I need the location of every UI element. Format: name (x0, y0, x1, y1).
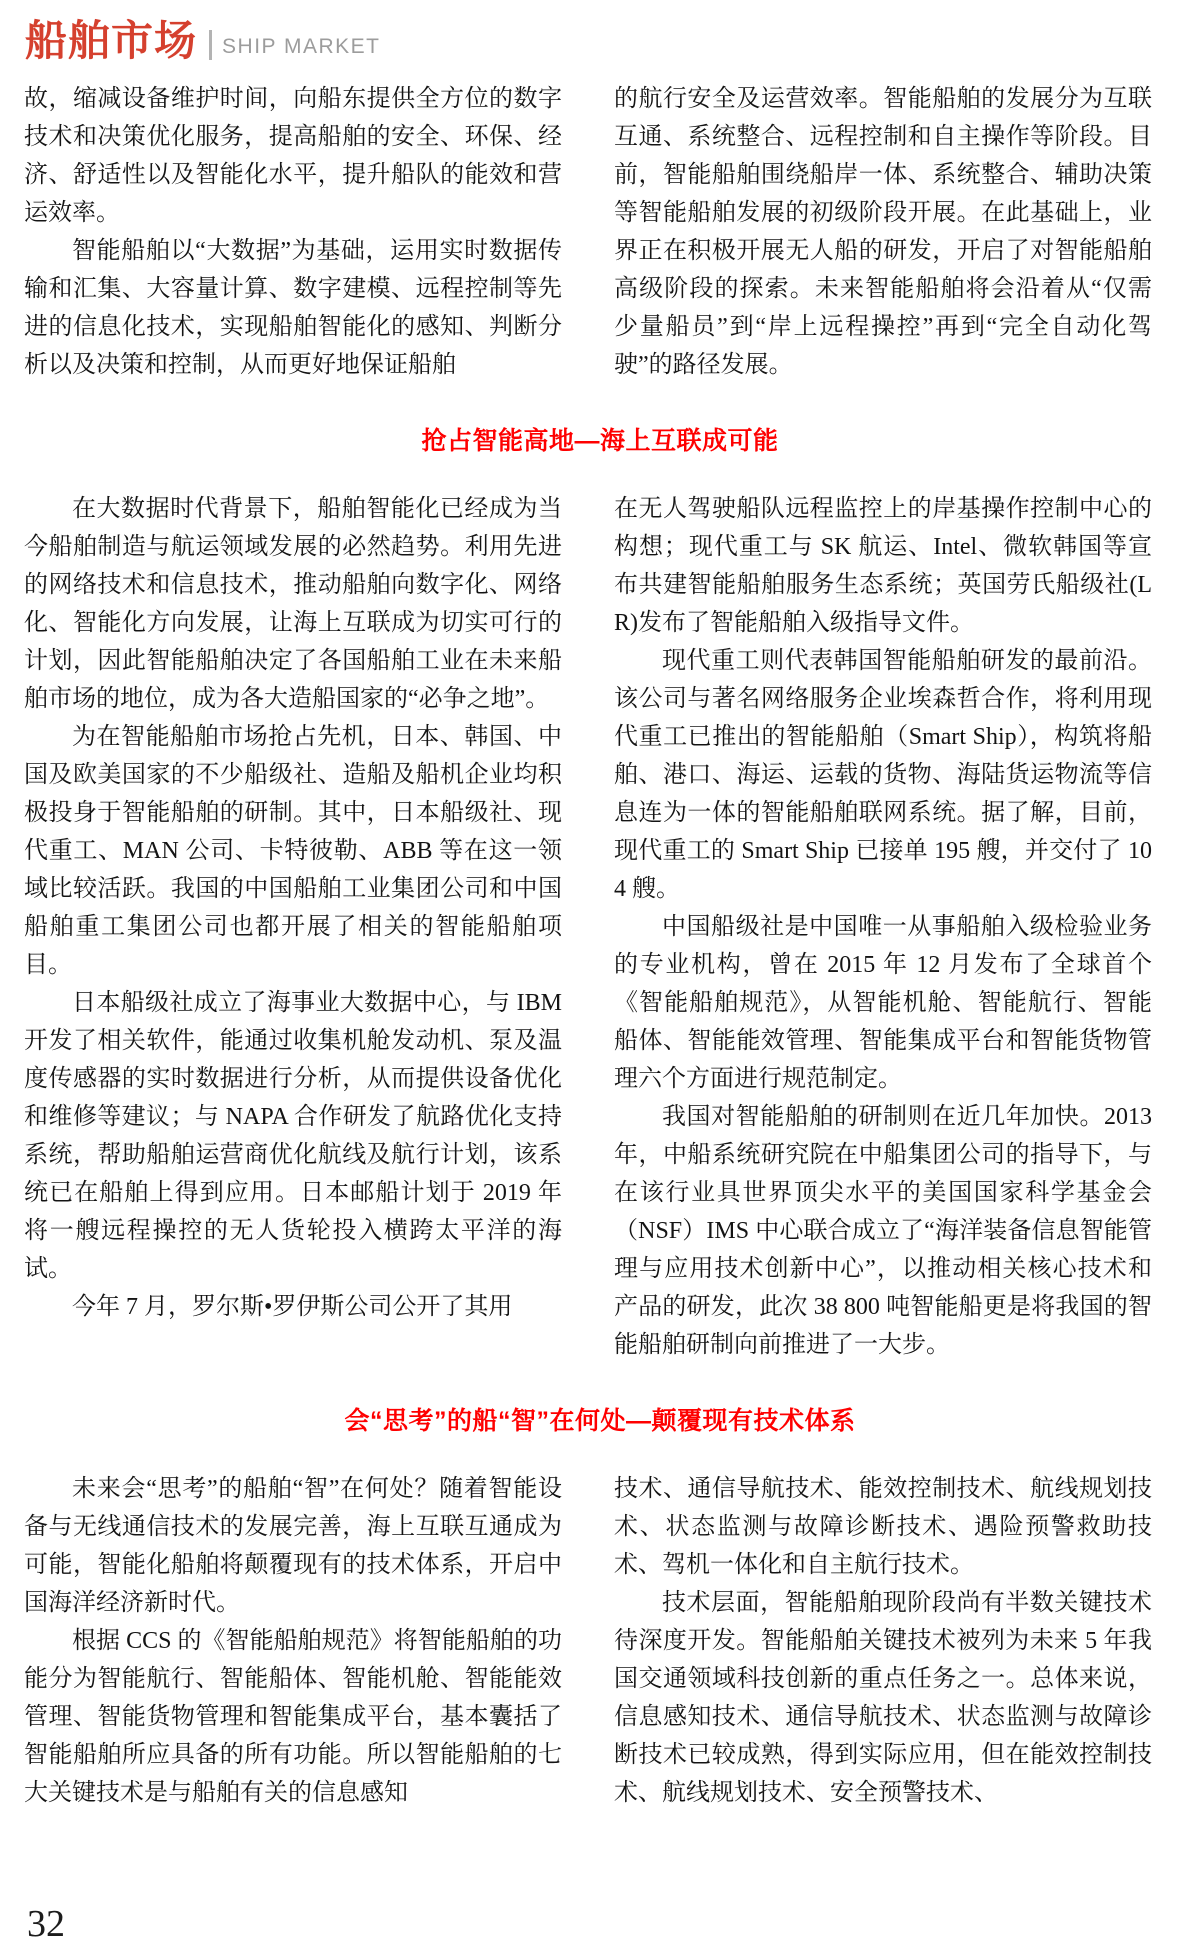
paragraph: 中国船级社是中国唯一从事船舶入级检验业务的专业机构，曾在 2015 年 12 月发布了全球首个《智能船舶规范》，从智能机舱、智能航行、智能船体、智能能效管理、智能集成平台和智能货物管理六个方面进行规范制定。 (614, 914, 1152, 1092)
left-column (24, 1470, 562, 1812)
right-column (614, 80, 1152, 384)
section-heading-2: 会“思考”的船“智”在何处—颠覆现有技术体系 (344, 1407, 856, 1435)
paragraph: 日本船级社成立了海事业大数据中心，与 IBM 开发了相关软件，能通过收集机舱发动机、泵及温度传感器的实时数据进行分析，从而提供设备优化和维修等建议；与 NAPA 合作研发了航路优化支持系统，帮助船舶运营商优化航线及航行计划，该系统已在船舶上得到应用。日本邮船计划于 2019 年将一艘远程操控的无人货轮投入横跨太平洋的海试。 (24, 990, 562, 1282)
page-header (25, 14, 1200, 64)
paragraph: 技术、通信导航技术、能效控制技术、航线规划技术、状态监测与故障诊断技术、遇险预警救助技术、驾机一体化和自主航行技术。 (614, 1476, 1152, 1578)
article-section-1 (0, 490, 1200, 1364)
paragraph: 我国对智能船舶的研制则在近几年加快。2013 年，中船系统研究院在中船集团公司的指导下，与在该行业具世界顶尖水平的美国国家科学基金会（NSF）IMS 中心联合成立了“海洋装备信息智能管理与应用技术创新中心”，以推动相关核心技术和产品的研发，此次 38 800 吨智能船更是将我国的智能船舶研制向前推进了一大步。 (614, 1104, 1152, 1358)
paragraph: 智能船舶以“大数据”为基础，运用实时数据传输和汇集、大容量计算、数字建模、远程控制等先进的信息化技术，实现船舶智能化的感知、判断分析以及决策和控制，从而更好地保证船舶 (24, 238, 562, 378)
left-column (24, 490, 562, 1364)
header-divider (209, 30, 212, 60)
paragraph: 今年 7 月，罗尔斯•罗伊斯公司公开了其用 (72, 1294, 513, 1320)
article-section-intro (0, 80, 1200, 384)
paragraph: 故，缩减设备维护时间，向船东提供全方位的数字技术和决策优化服务，提高船舶的安全、环保、经济、舒适性以及智能化水平，提升船队的能效和营运效率。 (24, 86, 562, 226)
section-title-en: SHIP MARKET (222, 35, 381, 58)
page-number: 32 (27, 1903, 65, 1945)
paragraph: 根据 CCS 的《智能船舶规范》将智能船舶的功能分为智能航行、智能船体、智能机舱、智能能效管理、智能货物管理和智能集成平台，基本囊括了智能船舶所应具备的所有功能。所以智能船舶的七大关键技术是与船舶有关的信息感知 (24, 1628, 562, 1806)
left-column (24, 80, 562, 384)
paragraph: 在无人驾驶船队远程监控上的岸基操作控制中心的构想；现代重工与 SK 航运、Intel、微软韩国等宣布共建智能船舶服务生态系统；英国劳氏船级社(LR)发布了智能船舶入级指导文件。 (614, 496, 1152, 636)
section-heading-1: 抢占智能高地—海上互联成可能 (421, 427, 779, 455)
right-column (614, 490, 1152, 1364)
right-column (614, 1470, 1152, 1812)
paragraph: 现代重工则代表韩国智能船舶研发的最前沿。该公司与著名网络服务企业埃森哲合作，将利用现代重工已推出的智能船舶（Smart Ship），构筑将船舶、港口、海运、运载的货物、海陆货运物流等信息连为一体的智能船舶联网系统。据了解，目前，现代重工的 Smart Ship 已接单 195 艘，并交付了 104 艘。 (614, 648, 1152, 902)
section-title-cn: 船舶市场 (25, 17, 198, 64)
paragraph: 在大数据时代背景下，船舶智能化已经成为当今船舶制造与航运领域发展的必然趋势。利用先进的网络技术和信息技术，推动船舶向数字化、网络化、智能化方向发展，让海上互联成为切实可行的计划，因此智能船舶决定了各国船舶工业在未来船舶市场的地位，成为各大造船国家的“必争之地”。 (24, 496, 562, 712)
paragraph: 技术层面，智能船舶现阶段尚有半数关键技术待深度开发。智能船舶关键技术被列为未来 5 年我国交通领域科技创新的重点任务之一。总体来说，信息感知技术、通信导航技术、状态监测与故障诊断技术已较成熟，得到实际应用，但在能效控制技术、航线规划技术、安全预警技术、 (614, 1590, 1152, 1806)
paragraph: 为在智能船舶市场抢占先机，日本、韩国、中国及欧美国家的不少船级社、造船及船机企业均积极投身于智能船舶的研制。其中，日本船级社、现代重工、MAN 公司、卡特彼勒、ABB 等在这一领域比较活跃。我国的中国船舶工业集团公司和中国船舶重工集团公司也都开展了相关的智能船舶项目。 (24, 724, 562, 978)
paragraph: 未来会“思考”的船舶“智”在何处？随着智能设备与无线通信技术的发展完善，海上互联互通成为可能，智能化船舶将颠覆现有的技术体系，开启中国海洋经济新时代。 (24, 1476, 562, 1616)
article-section-2 (0, 1470, 1200, 1812)
paragraph: 的航行安全及运营效率。智能船舶的发展分为互联互通、系统整合、远程控制和自主操作等阶段。目前，智能船舶围绕船岸一体、系统整合、辅助决策等智能船舶发展的初级阶段开展。在此基础上，业界正在积极开展无人船的研发，开启了对智能船舶高级阶段的探索。未来智能船舶将会沿着从“仅需少量船员”到“岸上远程操控”再到“完全自动化驾驶”的路径发展。 (614, 86, 1152, 378)
